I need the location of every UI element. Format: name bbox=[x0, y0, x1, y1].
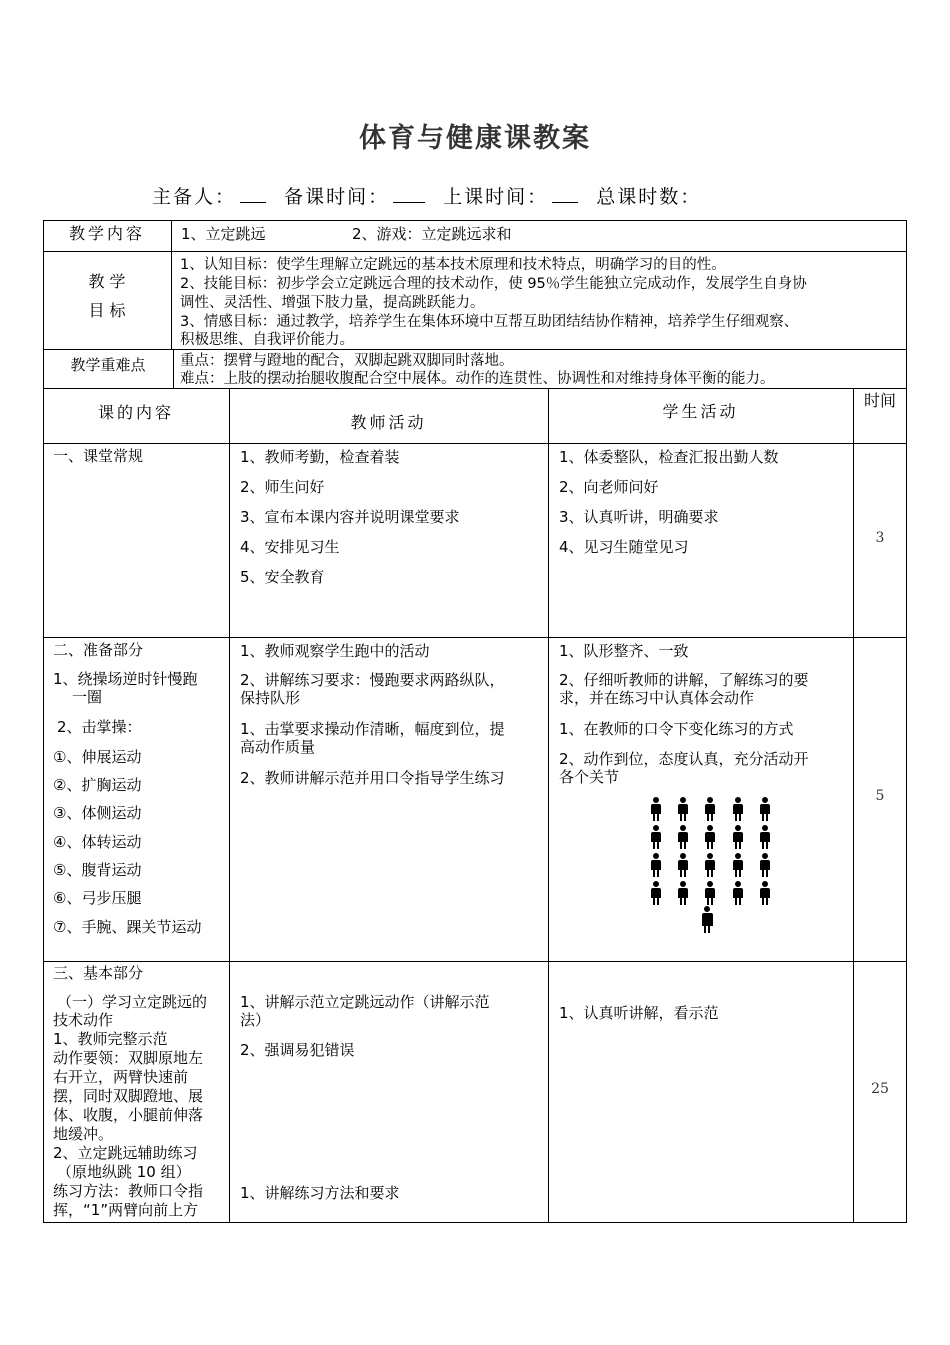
section3-content-5: 右开立，两臂快速前 bbox=[53, 1068, 189, 1086]
student-figure-icon bbox=[678, 881, 688, 905]
section3-student-1: 1、认真听讲解，看示范 bbox=[559, 1004, 719, 1022]
row-divider bbox=[43, 388, 907, 389]
goal-cognitive: 1、认知目标：使学生理解立定跳远的基本技术原理和技术特点，明确学习的目的性。 bbox=[180, 257, 726, 273]
row-divider bbox=[43, 443, 907, 444]
content-item-2: 2、游戏：立定跳远求和 bbox=[352, 225, 512, 243]
section1-time: 3 bbox=[875, 530, 885, 546]
section3-teacher-1b: 法） bbox=[240, 1011, 271, 1029]
section2-teacher-1: 1、教师观察学生跑中的活动 bbox=[240, 642, 430, 660]
section2-teacher-3b: 高动作质量 bbox=[240, 738, 316, 756]
section1-teacher-3: 3、宣布本课内容并说明课堂要求 bbox=[240, 508, 460, 526]
class-time-blank bbox=[552, 186, 578, 203]
prep-time-label: 备课时间： bbox=[284, 186, 390, 208]
section2-run-line1: 1、绕操场逆时针慢跑 bbox=[53, 670, 198, 688]
planner-label: 主备人： bbox=[152, 186, 237, 208]
goal-skill-line2: 调性、灵活性、增强下肢力量，提高跳跃能力。 bbox=[180, 295, 485, 311]
col-header-content: 课的内容 bbox=[97, 403, 174, 422]
section1-title: 一、课堂常规 bbox=[53, 447, 144, 465]
section2-teacher-2a: 2、讲解练习要求：慢跑要求两路纵队， bbox=[240, 671, 505, 689]
section3-content-2: 技术动作 bbox=[53, 1011, 114, 1029]
section2-teacher-2b: 保持队形 bbox=[240, 689, 301, 707]
key-point: 重点：摆臂与蹬地的配合，双脚起跳双脚同时落地。 bbox=[180, 353, 514, 369]
student-figure-icon bbox=[678, 853, 688, 877]
section1-teacher-5: 5、安全教育 bbox=[240, 568, 325, 586]
section3-teacher-2: 2、强调易犯错误 bbox=[240, 1041, 355, 1059]
section2-clap: 2、击掌操： bbox=[57, 718, 142, 736]
section2-exercise-2: ②、扩胸运动 bbox=[53, 776, 142, 794]
student-figure-icon bbox=[733, 825, 743, 849]
student-figure-icon bbox=[678, 825, 688, 849]
student-figure-icon bbox=[733, 797, 743, 821]
section1-student-4: 4、见习生随堂见习 bbox=[559, 538, 689, 556]
section2-time: 5 bbox=[875, 788, 885, 804]
student-figure-icon bbox=[705, 853, 715, 877]
section3-title: 三、基本部分 bbox=[53, 964, 144, 982]
student-figure-icon bbox=[678, 797, 688, 821]
goal-affective-line1: 3、情感目标：通过教学，培养学生在集体环境中互帮互助团结结协作精神，培养学生仔细观察、 bbox=[180, 314, 799, 330]
section1-student-1: 1、体委整队，检查汇报出勤人数 bbox=[559, 448, 779, 466]
section3-teacher-3: 1、讲解练习方法和要求 bbox=[240, 1184, 400, 1202]
key-points-label: 教学重难点 bbox=[70, 356, 146, 374]
goals-label-2: 目 标 bbox=[88, 301, 126, 320]
student-figure-icon bbox=[760, 797, 770, 821]
section1-teacher-1: 1、教师考勤，检查着装 bbox=[240, 448, 400, 466]
goal-skill-line1: 2、技能目标：初步学会立定跳远合理的技术动作，使 95％学生能独立完成动作，发展学生自身协 bbox=[180, 276, 807, 292]
student-figure-icon bbox=[760, 825, 770, 849]
section2-exercise-5: ⑤、腹背运动 bbox=[53, 861, 142, 879]
student-figure-icon bbox=[651, 797, 661, 821]
col-header-student: 学生活动 bbox=[662, 402, 739, 421]
section2-teacher-3a: 1、击掌要求操动作清晰，幅度到位，提 bbox=[240, 720, 505, 738]
section3-content-12: 挥，“1”两臂向前上方 bbox=[53, 1201, 199, 1219]
section1-student-3: 3、认真听讲，明确要求 bbox=[559, 508, 719, 526]
section2-student-2a: 2、仔细听教师的讲解，了解练习的要 bbox=[559, 671, 809, 689]
student-figure-icon bbox=[651, 881, 661, 905]
student-figure-icon bbox=[705, 825, 715, 849]
student-figure-icon bbox=[651, 825, 661, 849]
section2-exercise-6: ⑥、弓步压腿 bbox=[53, 889, 142, 907]
section3-content-9: 2、立定跳远辅助练习 bbox=[53, 1144, 198, 1162]
section1-teacher-4: 4、安排见习生 bbox=[240, 538, 340, 556]
col-divider bbox=[171, 220, 172, 349]
section2-run-line2: 一圈 bbox=[72, 688, 103, 706]
section2-teacher-4: 2、教师讲解示范并用口令指导学生练习 bbox=[240, 769, 505, 787]
section3-content-11: 练习方法：教师口令指 bbox=[53, 1182, 204, 1200]
section3-content-10: （原地纵跳 10 组） bbox=[57, 1163, 191, 1181]
class-time-label: 上课时间： bbox=[443, 186, 549, 208]
planner-blank bbox=[240, 186, 266, 203]
section2-exercise-4: ④、体转运动 bbox=[53, 833, 142, 851]
row-divider bbox=[43, 637, 907, 638]
section2-exercise-1: ①、伸展运动 bbox=[53, 748, 142, 766]
student-figure-icon bbox=[733, 853, 743, 877]
section3-content-7: 体、收腹，小腿前伸落 bbox=[53, 1106, 204, 1124]
row-divider bbox=[43, 251, 907, 252]
goal-affective-line2: 积极思维、自我评价能力。 bbox=[180, 332, 354, 348]
col-divider bbox=[229, 388, 230, 1223]
student-figure-icon bbox=[733, 881, 743, 905]
total-hours-label: 总课时数： bbox=[596, 186, 702, 208]
section2-title: 二、准备部分 bbox=[53, 641, 144, 659]
row-divider bbox=[43, 961, 907, 962]
section1-teacher-2: 2、师生问好 bbox=[240, 478, 325, 496]
section3-content-4: 动作要领：双脚原地左 bbox=[53, 1049, 204, 1067]
page-title: 体育与健康课教案 bbox=[359, 123, 591, 154]
col-header-teacher: 教师活动 bbox=[350, 413, 427, 432]
section3-content-3: 1、教师完整示范 bbox=[53, 1030, 168, 1048]
section2-student-1: 1、队形整齐、一致 bbox=[559, 642, 689, 660]
student-figure-icon bbox=[705, 797, 715, 821]
section2-student-4a: 2、动作到位，态度认真，充分活动开 bbox=[559, 750, 809, 768]
section2-student-3: 1、在教师的口令下变化练习的方式 bbox=[559, 720, 794, 738]
meta-line bbox=[152, 182, 701, 209]
student-figure-icon bbox=[760, 853, 770, 877]
section2-student-4b: 各个关节 bbox=[559, 768, 620, 786]
student-figure-icon bbox=[705, 881, 715, 905]
student-figure-icon bbox=[760, 881, 770, 905]
goals-label-1: 教 学 bbox=[88, 272, 126, 291]
prep-time-blank bbox=[393, 186, 425, 203]
section1-student-2: 2、向老师问好 bbox=[559, 478, 659, 496]
section2-exercise-7: ⑦、手腕、踝关节运动 bbox=[53, 918, 202, 936]
section2-student-2b: 求，并在练习中认真体会动作 bbox=[559, 689, 755, 707]
section3-content-1: （一）学习立定跳远的 bbox=[57, 993, 208, 1011]
section3-teacher-1a: 1、讲解示范立定跳远动作（讲解示范 bbox=[240, 993, 490, 1011]
col-divider bbox=[173, 349, 174, 388]
content-item-1: 1、立定跳远 bbox=[181, 225, 266, 243]
difficult-point: 难点：上肢的摆动抬腿收腹配合空中展体。动作的连贯性、协调性和对维持身体平衡的能力。 bbox=[180, 371, 775, 387]
section3-content-6: 摆，同时双脚蹬地、展 bbox=[53, 1087, 204, 1105]
col-divider bbox=[853, 388, 854, 1223]
section3-time: 25 bbox=[871, 1081, 889, 1097]
content-label: 教学内容 bbox=[68, 224, 145, 243]
student-figure-icon bbox=[651, 853, 661, 877]
section2-exercise-3: ③、体侧运动 bbox=[53, 804, 142, 822]
col-header-time: 时间 bbox=[863, 391, 896, 410]
col-divider bbox=[548, 388, 549, 1223]
section3-content-8: 地缓冲。 bbox=[53, 1125, 114, 1143]
teacher-figure-icon bbox=[702, 906, 713, 932]
